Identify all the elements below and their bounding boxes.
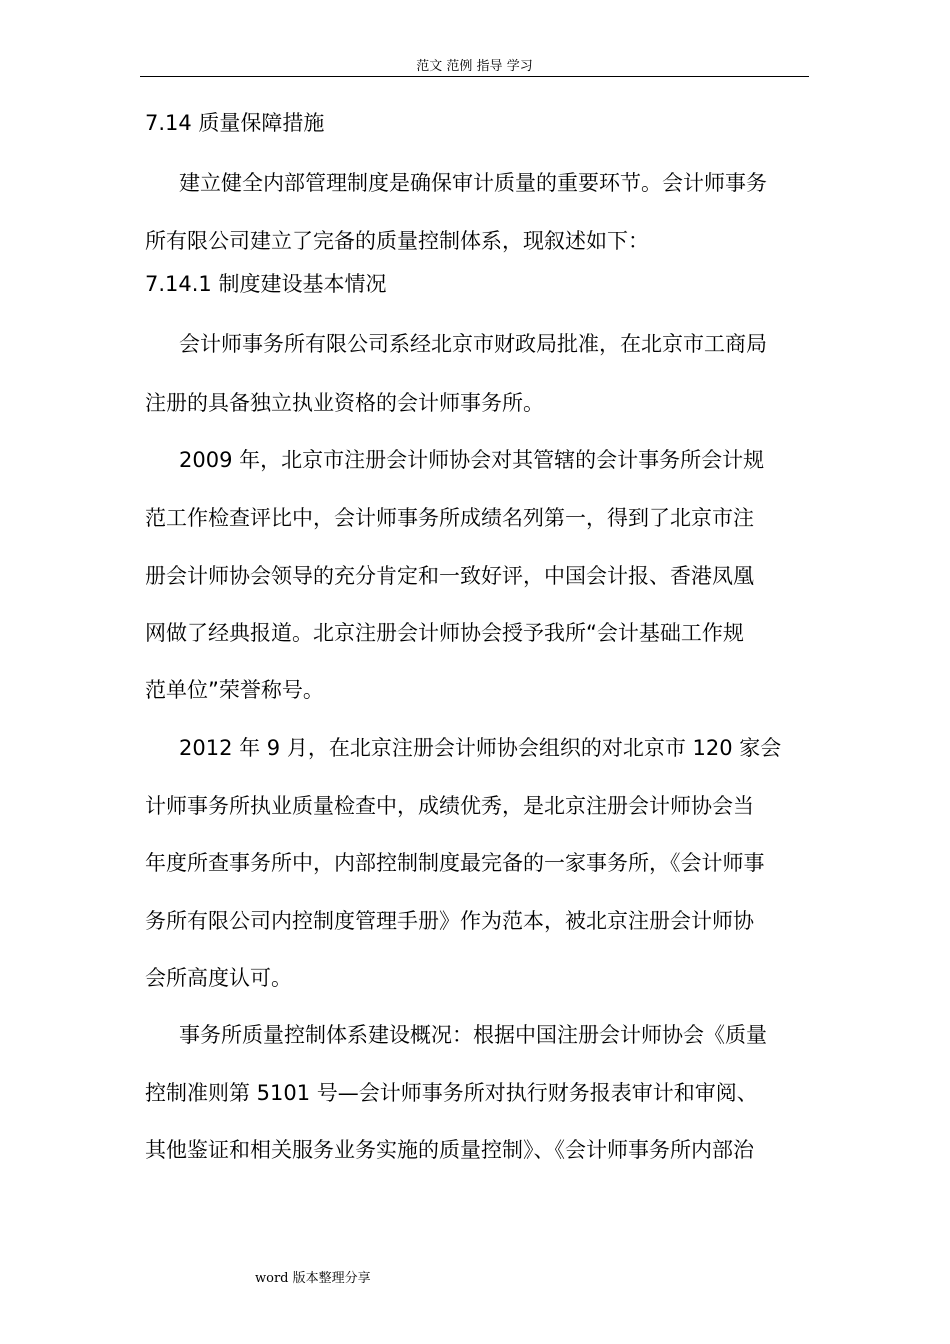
paragraph-line: 范工作检查评比中，会计师事务所成绩名列第一，得到了北京市注 — [145, 506, 754, 530]
paragraph-line: 网做了经典报道。北京注册会计师协会授予我所“会计基础工作规 — [145, 621, 744, 645]
page-footer: word 版本整理分享 — [255, 1271, 371, 1286]
paragraph-line: 务所有限公司内控制度管理手册》作为范本，被北京注册会计师协 — [145, 909, 754, 933]
paragraph-line: 2009 年，北京市注册会计师协会对其管辖的会计事务所会计规 — [179, 448, 765, 472]
paragraph-line: 会计师事务所有限公司系经北京市财政局批准，在北京市工商局 — [179, 332, 767, 356]
page-header: 范文 范例 指导 学习 — [416, 59, 533, 74]
paragraph-line: 范单位”荣誉称号。 — [145, 678, 324, 702]
paragraph-line: 控制准则第 5101 号—会计师事务所对执行财务报表审计和审阅、 — [145, 1081, 758, 1105]
section-heading: 7.14 质量保障措施 — [145, 111, 325, 135]
paragraph-line: 所有限公司建立了完备的质量控制体系，现叙述如下： — [145, 229, 649, 253]
paragraph-line: 年度所查事务所中，内部控制制度最完备的一家事务所，《会计师事 — [145, 851, 765, 875]
paragraph-line: 建立健全内部管理制度是确保审计质量的重要环节。会计师事务 — [179, 171, 767, 195]
paragraph-line: 2012 年 9 月，在北京注册会计师协会组织的对北京市 120 家会 — [179, 736, 782, 760]
header-divider — [140, 76, 809, 77]
paragraph-line: 事务所质量控制体系建设概况：根据中国注册会计师协会《质量 — [179, 1023, 767, 1047]
paragraph-line: 册会计师协会领导的充分肯定和一致好评，中国会计报、香港凤凰 — [145, 564, 754, 588]
subsection-heading: 7.14.1 制度建设基本情况 — [145, 272, 387, 296]
paragraph-line: 注册的具备独立执业资格的会计师事务所。 — [145, 391, 544, 415]
paragraph-line: 会所高度认可。 — [145, 966, 292, 990]
paragraph-line: 计师事务所执业质量检查中，成绩优秀，是北京注册会计师协会当 — [145, 794, 754, 818]
paragraph-line: 其他鉴证和相关服务业务实施的质量控制》、《会计师事务所内部治 — [145, 1138, 754, 1162]
